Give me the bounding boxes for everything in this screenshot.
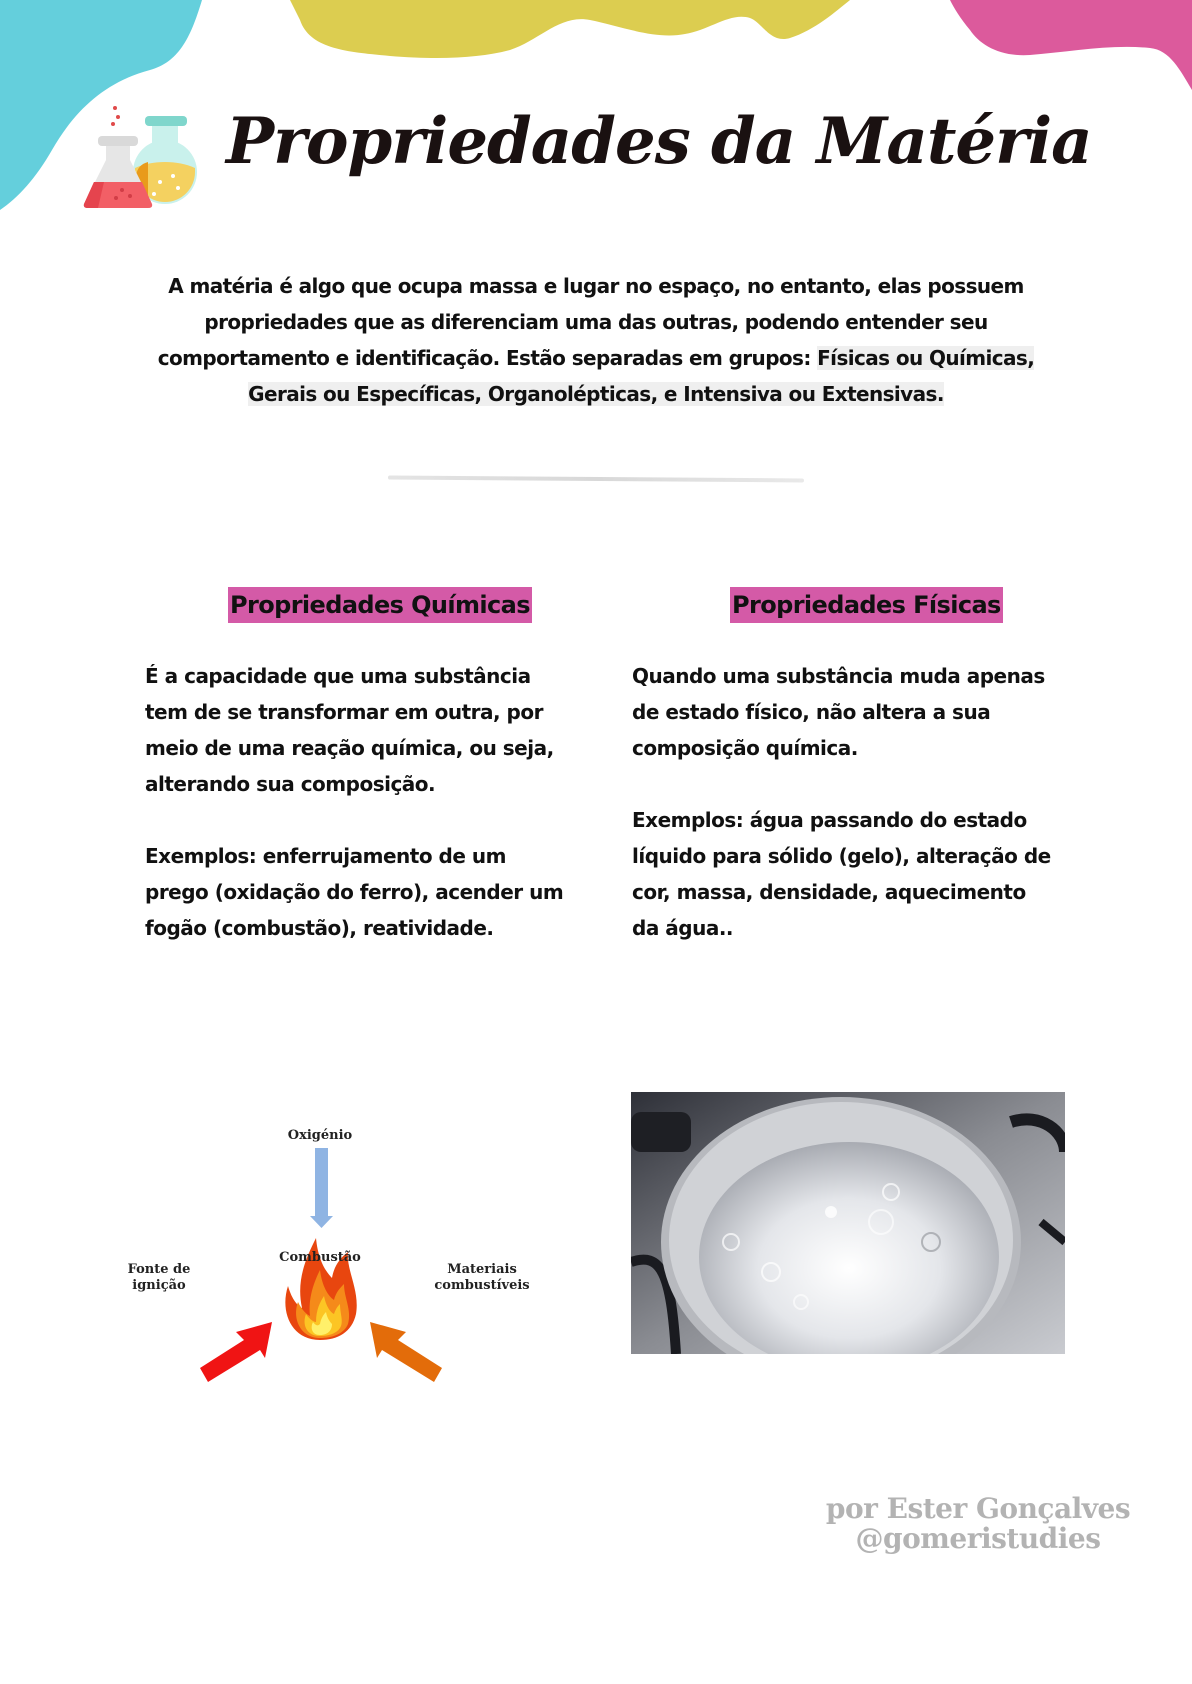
combustion-triangle-diagram	[120, 1110, 540, 1400]
materials-label-line2: combustíveis	[434, 1278, 530, 1293]
ignition-label-line2: ignição	[132, 1278, 186, 1293]
physical-examples: Exemplos: água passando do estado líquido para sólido (gelo), alteração de cor, massa, densidade, aquecimento da água..	[632, 808, 1051, 940]
chemical-examples: Exemplos: enferrujamento de um prego (oxidação do ferro), acender um fogão (combustão), reatividade.	[145, 844, 564, 940]
boiling-water-pot-image	[631, 1092, 1065, 1354]
ignition-source-label	[124, 1262, 194, 1294]
heading-physical-properties: Propriedades Físicas	[730, 587, 1003, 623]
pink-blob-decoration	[950, 0, 1192, 90]
divider-line	[388, 476, 804, 483]
author-handle: @gomeristudies	[855, 1522, 1101, 1555]
heading-chemical-properties: Propriedades Químicas	[228, 587, 532, 623]
ignition-label-line1: Fonte de	[127, 1262, 191, 1277]
chemical-properties-text	[145, 658, 575, 982]
materials-label-line1: Materiais	[447, 1262, 517, 1277]
page-title: Propriedades da Matéria	[226, 104, 1092, 179]
yellow-blob-decoration	[290, 0, 850, 62]
chemistry-flasks-icon	[78, 98, 198, 210]
chemical-definition: É a capacidade que uma substância tem de se transformar em outra, por meio de uma reação química, ou seja, alterando sua composição.	[145, 664, 554, 796]
intro-paragraph	[140, 268, 1052, 412]
physical-properties-text	[632, 658, 1052, 982]
intro-text: A matéria é algo que ocupa massa e lugar no espaço, no entanto, elas possuem propriedades que as diferenciam uma das outras, podendo entender seu comportamento e identificação. Estão separadas em grupos:	[157, 274, 1024, 370]
combustible-materials-label	[432, 1262, 532, 1294]
physical-definition: Quando uma substância muda apenas de estado físico, não altera a sua composição química.	[632, 664, 1045, 760]
combustion-label: Combustão	[279, 1250, 361, 1265]
intro-highlighted-groups: Físicas ou Químicas, Gerais ou Específicas, Organolépticas, e Intensiva ou Extensivas.	[248, 346, 1035, 406]
title-row	[78, 98, 1092, 218]
author-name: por Ester Gonçalves	[825, 1492, 1131, 1525]
author-credit	[808, 1494, 1148, 1554]
oxygen-label: Oxigénio	[287, 1128, 353, 1143]
